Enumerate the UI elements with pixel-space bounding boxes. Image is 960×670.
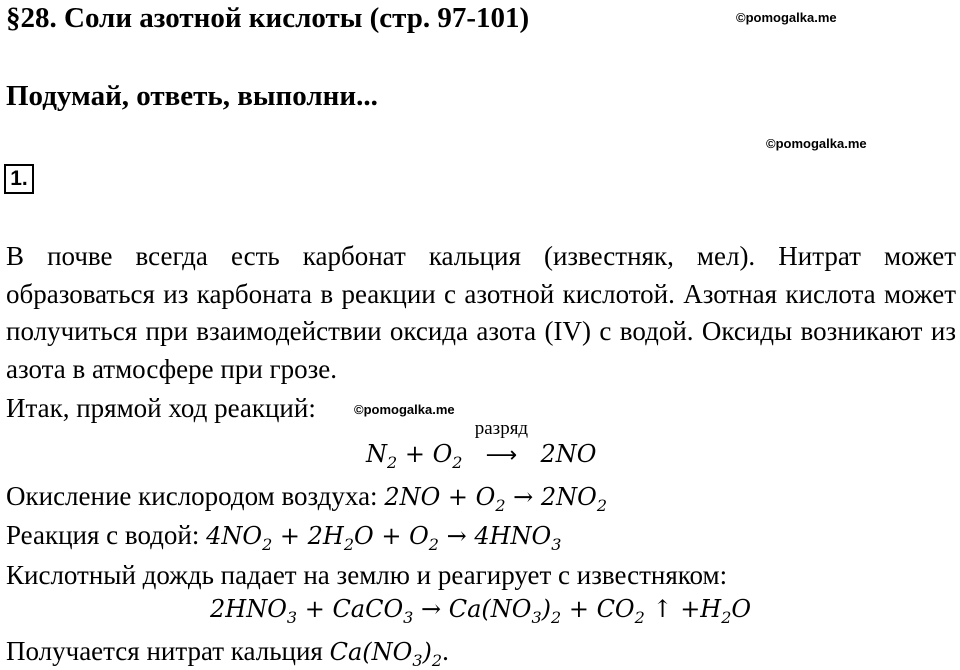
water-reaction-line (6, 520, 562, 554)
formula-calcium-nitrate: $2HNO_3$ + CaCO$_3$ → $Ca(NO_3)_2 + CO_2$ ↑ $+H_2O$ (210, 595, 752, 627)
result-text: Получается нитрат кальция (6, 636, 323, 666)
formula-nitric-acid: $4NO_2 + 2H_2O + O_2 \to 4HNO_3$ (206, 522, 562, 554)
reaction-condition-label: разряд (474, 418, 529, 439)
result-line: Получается нитрат кальция $Ca(NO_3)_2$. (6, 636, 449, 670)
water-reaction-text: Реакция с водой: (6, 520, 200, 550)
watermark: ©pomogalka.me (354, 402, 455, 417)
watermark: ©pomogalka.me (766, 136, 867, 151)
reaction-intro-line (6, 393, 316, 424)
formula-result: $Ca(NO_3)_2$ (329, 638, 443, 670)
page-title: §28. Соли азотной кислоты (стр. 97-101) (6, 2, 530, 34)
oxidation-line (6, 481, 608, 515)
acid-rain-text: Кислотный дождь падает на землю и реагирует с известняком: (6, 560, 728, 590)
section-subtitle: Подумай, ответь, выполни... (6, 80, 378, 112)
formula-no-oxidation: $2NO + O_2 \to 2NO_2$ (384, 483, 608, 515)
reaction-arrow: разряд ⟶ (462, 440, 540, 468)
oxidation-text: Окисление кислородом воздуха: (6, 481, 378, 511)
task-number-box: 1. (4, 164, 34, 194)
acid-rain-line (6, 560, 727, 591)
reaction-intro-text: Итак, прямой ход реакций: (6, 393, 316, 423)
watermark: ©pomogalka.me (736, 10, 837, 25)
formula-nitrogen-oxidation: $N_2 + O_2$ разряд ⟶ 2NO (366, 418, 597, 472)
intro-paragraph: В почве всегда есть карбонат кальция (известняк, мел). Нитрат может образоваться из карбоната в реакции с азотной кислотой. Азотная кислота может получиться при взаимодействии оксида азота (IV) с водой. Оксиды возникают из азота в атмосфере при грозе. (6, 241, 956, 384)
